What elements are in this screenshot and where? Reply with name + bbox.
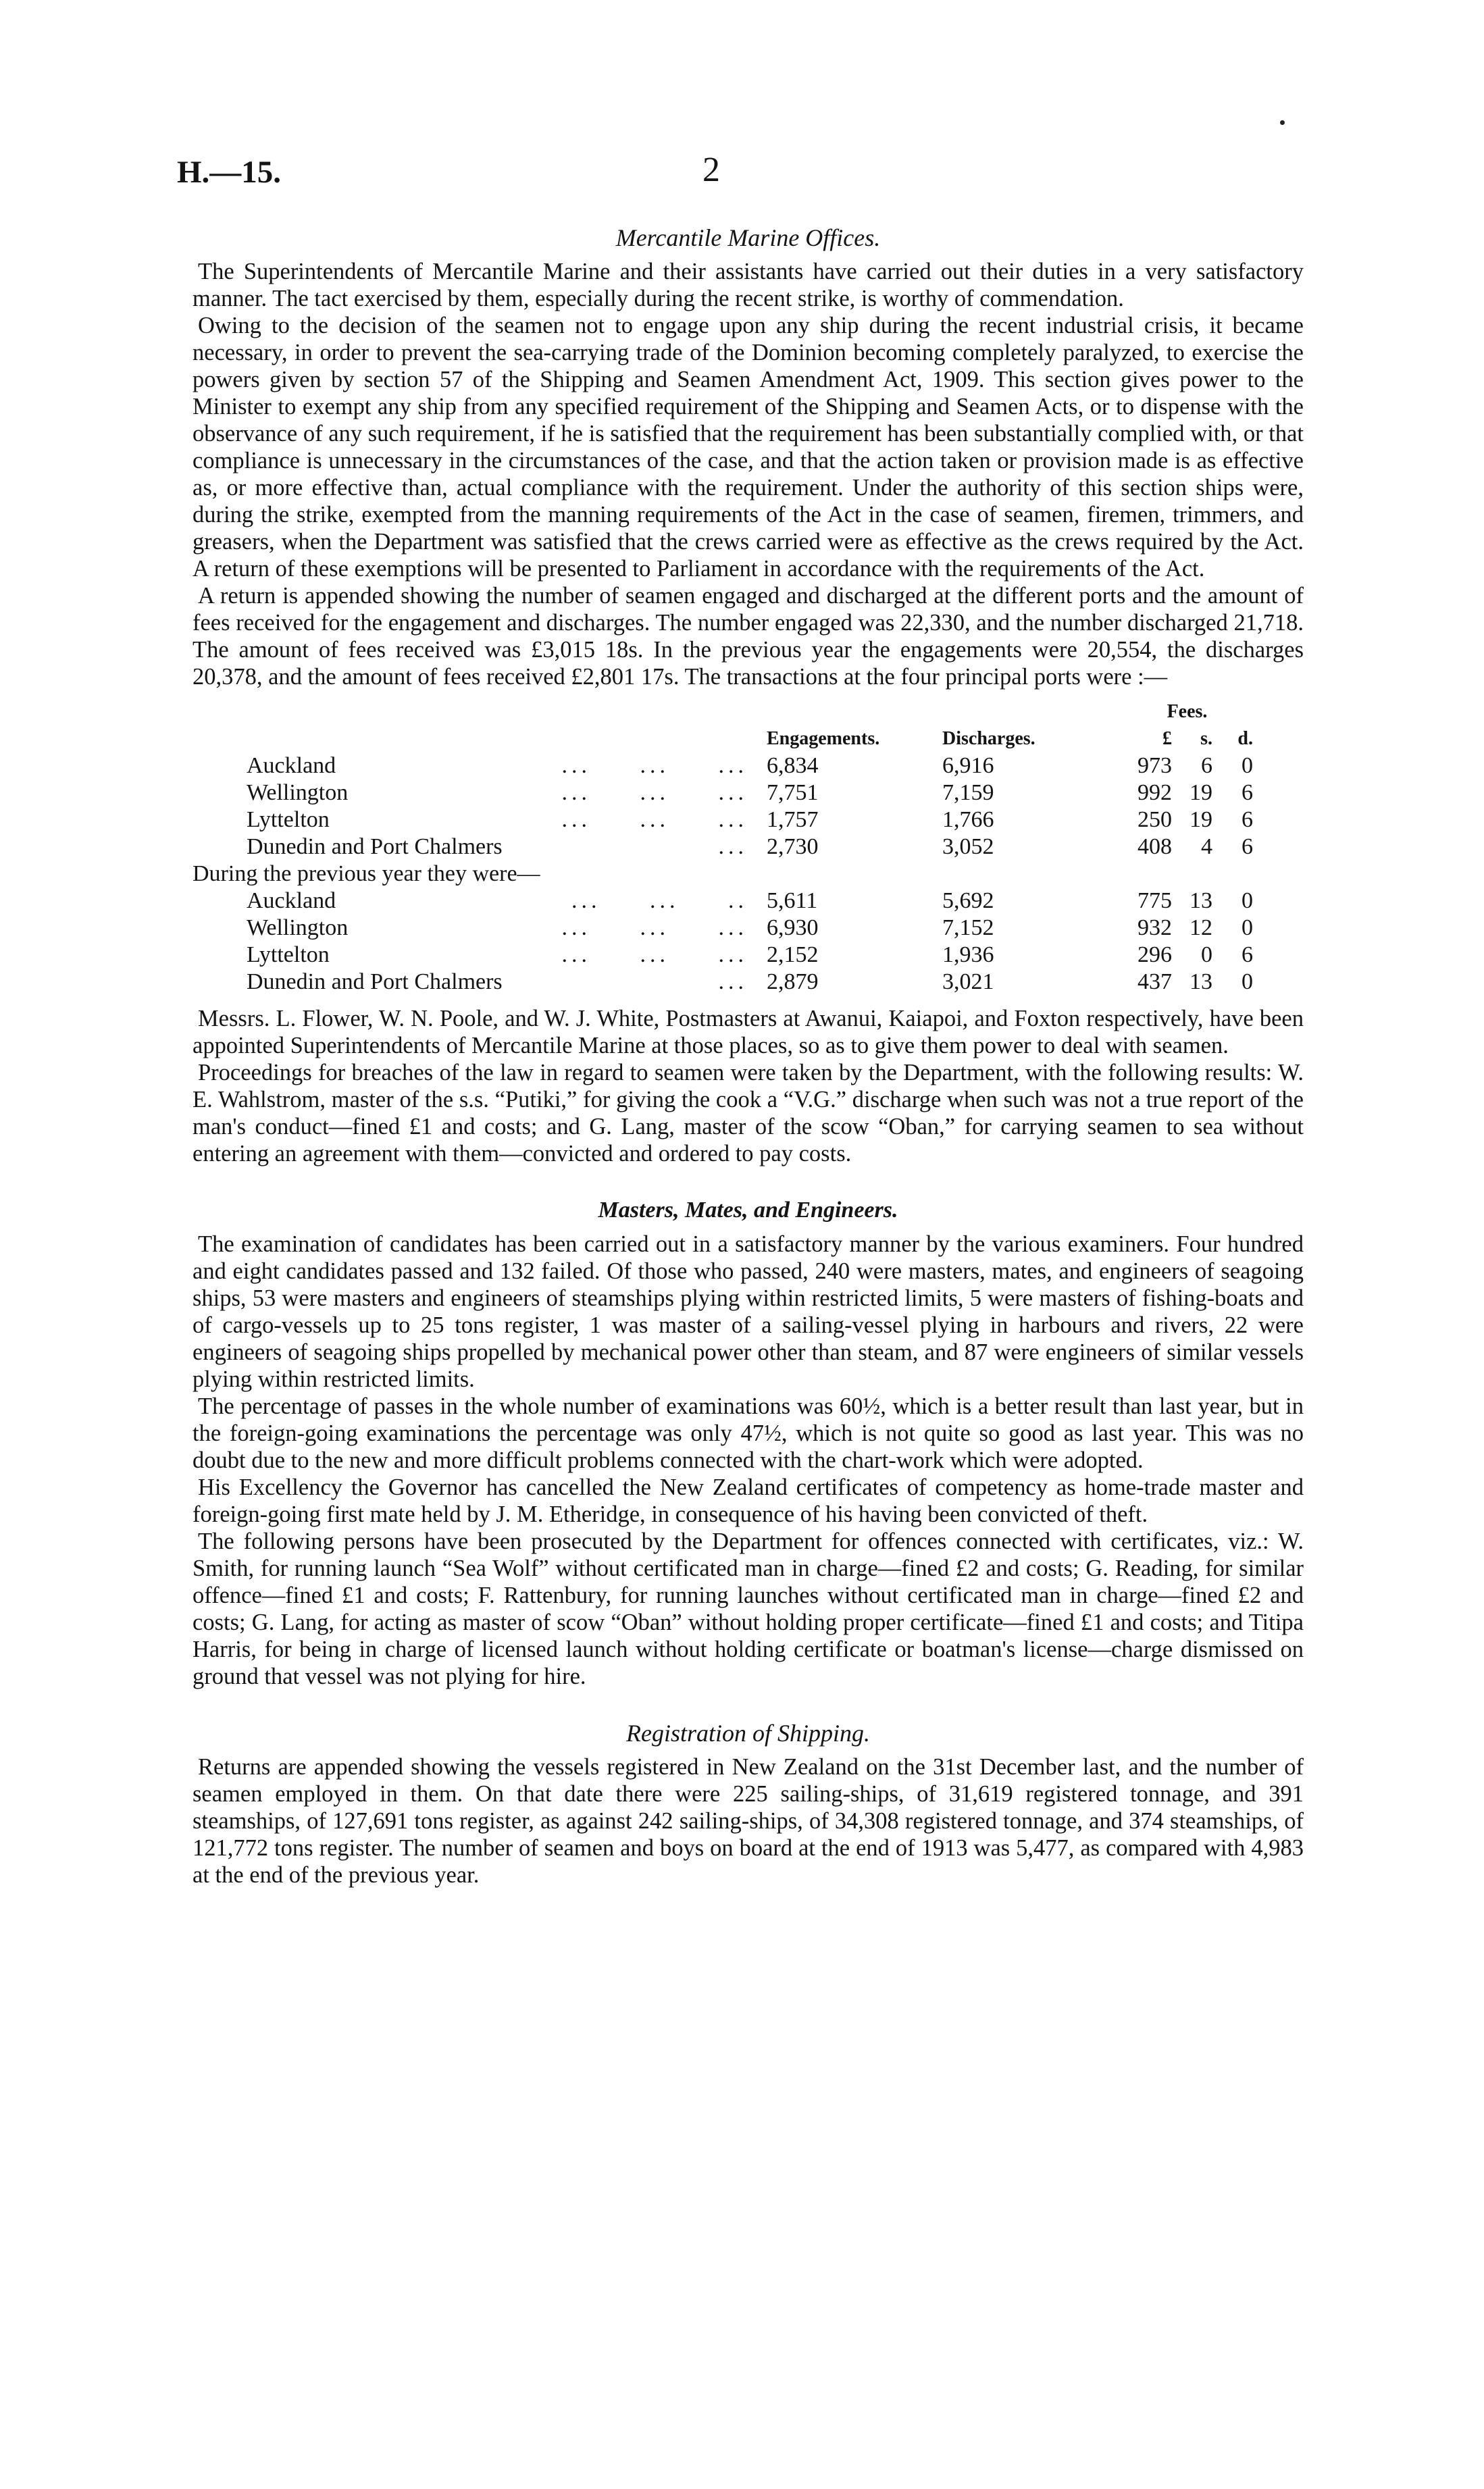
fees-shillings-value: 13 bbox=[1189, 969, 1212, 994]
port-name bbox=[193, 915, 767, 942]
port-name bbox=[193, 888, 767, 915]
leader-dots: ... ... ... bbox=[561, 780, 748, 805]
leader-dots: ... ... ... bbox=[561, 753, 748, 778]
fees-pounds-value: 296 bbox=[1137, 942, 1172, 967]
heading-masters-mates-engineers: Masters, Mates, and Engineers. bbox=[598, 1198, 898, 1223]
heading-mercantile-marine-offices: Mercantile Marine Offices. bbox=[615, 224, 881, 251]
paragraph: The percentage of passes in the whole number of examinations was 60½, which is a better result than last year, but in the foreign-going examinations the percentage was only 47½, which is not quite so good as last year. This was no doubt due to the new and more difficult problems connected with the chart-work which were adopted. bbox=[193, 1393, 1304, 1473]
engagements-value: 2,730 bbox=[767, 834, 819, 859]
fees-pounds-value: 775 bbox=[1137, 888, 1172, 913]
engagements-value: 5,611 bbox=[767, 888, 818, 913]
leader-dots: ... ... ... bbox=[561, 915, 748, 940]
fees-pence-value: 6 bbox=[1242, 780, 1253, 805]
pounds-header: £ bbox=[1162, 728, 1172, 749]
port-name bbox=[193, 942, 767, 969]
fees-pence-value: 0 bbox=[1242, 753, 1253, 778]
table-row bbox=[193, 779, 1253, 806]
table-row bbox=[193, 915, 1253, 942]
paragraph: A return is appended showing the number of seamen engaged and discharged at the different ports and the amount of fees received for the engagement and discharges. The number engaged was 22,330, and the number discharged 21,718. The amount of fees received was £3,015 18s. In the previous year the engagements were 20,554, the discharges 20,378, and the amount of fees received £2,801 17s. The transactions at the four principal ports were :— bbox=[193, 583, 1304, 690]
body-text bbox=[193, 223, 1304, 1889]
fees-shillings-value: 19 bbox=[1189, 780, 1212, 805]
table-row bbox=[193, 969, 1253, 996]
discharges-header: Discharges. bbox=[942, 728, 1035, 749]
engagements-value: 6,930 bbox=[767, 915, 819, 940]
fees-pounds-value: 408 bbox=[1137, 834, 1172, 859]
page-number: 2 bbox=[702, 151, 720, 189]
current-year-rows bbox=[193, 752, 1253, 861]
port-label: Wellington bbox=[247, 915, 349, 940]
paragraph: The Superintendents of Mercantile Marine and their assistants have carried out their duties in a very satisfactory manner. The tact exercised by them, especially during the recent strike, is worthy of commendation. bbox=[193, 259, 1304, 311]
port-label: Lyttelton bbox=[247, 807, 330, 832]
previous-year-rows bbox=[193, 888, 1253, 996]
fees-shillings-value: 12 bbox=[1189, 915, 1212, 940]
discharges-value: 7,159 bbox=[942, 780, 994, 805]
port-label: Auckland bbox=[247, 888, 336, 913]
engagements-value: 2,879 bbox=[767, 969, 819, 994]
previous-year-label-row bbox=[193, 861, 1253, 888]
port-label: Auckland bbox=[247, 753, 336, 778]
paragraph: Proceedings for breaches of the law in regard to seamen were taken by the Department, with the following results: W. E. Wahlstrom, master of the s.s. “Putiki,” for giving the cook a “V.G.” discharge when such was not a true report of the man's conduct—fined £1 and costs; and G. Lang, master of the scow “Oban,” for carrying seamen to sea without entering an agreement with them—convicted and ordered to pay costs. bbox=[193, 1060, 1304, 1166]
shillings-header: s. bbox=[1200, 728, 1212, 749]
fees-pounds-value: 437 bbox=[1137, 969, 1172, 994]
discharges-value: 5,692 bbox=[942, 888, 994, 913]
fees-shillings-value: 6 bbox=[1201, 753, 1212, 778]
discharges-value: 1,936 bbox=[942, 942, 994, 967]
fees-pence-value: 6 bbox=[1242, 834, 1253, 859]
fees-pounds-value: 973 bbox=[1137, 753, 1172, 778]
heading-registration-of-shipping: Registration of Shipping. bbox=[625, 1720, 870, 1747]
paragraph: The examination of candidates has been carried out in a satisfactory manner by the various examiners. Four hundred and eight candidates passed and 132 failed. Of those who passed, 240 were masters, mates, and engineers of seagoing ships, 53 were masters and engineers of steamships plying within restricted limits, 5 were masters of fishing-boats and of cargo-vessels up to 25 tons register, 1 was master of a sailing-vessel plying in harbours and rivers, 22 were engineers of seagoing ships propelled by mechanical power other than steam, and 87 were engineers of similar vessels plying within restricted limits. bbox=[193, 1231, 1304, 1392]
port-transactions-table bbox=[193, 698, 1253, 996]
table-row bbox=[193, 888, 1253, 915]
fees-pence-value: 0 bbox=[1242, 915, 1253, 940]
engagements-header: Engagements. bbox=[767, 728, 880, 749]
engagements-value: 7,751 bbox=[767, 780, 819, 805]
port-name bbox=[193, 833, 767, 861]
table-row bbox=[193, 752, 1253, 779]
paragraph: The following persons have been prosecuted by the Department for offences connected with certificates, viz.: W. Smith, for running launch “Sea Wolf” without certificated man in charge—fined £2 and costs; G. Reading, for similar offence—fined £1 and costs; F. Rattenbury, for running launches without certificated man in charge—fined £2 and costs; G. Lang, for acting as master of scow “Oban” without holding proper certificate—fined £1 and costs; and Titipa Harris, for being in charge of licensed launch without holding certificate or boatman's license—charge dismissed on ground that vessel was not plying for hire. bbox=[193, 1529, 1304, 1689]
fees-shillings-value: 4 bbox=[1201, 834, 1212, 859]
port-name bbox=[193, 969, 767, 996]
pence-header: d. bbox=[1237, 728, 1253, 749]
engagements-value: 6,834 bbox=[767, 753, 819, 778]
paragraph: Returns are appended showing the vessels registered in New Zealand on the 31st December last, and the number of seamen employed in them. On that date there were 225 sailing-ships, of 31,619 registered tonnage, and 391 steamships, of 127,691 tons register, as against 242 sailing-ships, of 34,308 registered tonnage, and 374 steamships, of 121,772 tons register. The number of seamen and boys on board at the end of 1913 was 5,477, as compared with 4,983 at the end of the previous year. bbox=[193, 1754, 1304, 1888]
fees-pence-value: 0 bbox=[1242, 969, 1253, 994]
paragraph: Messrs. L. Flower, W. N. Poole, and W. J. White, Postmasters at Awanui, Kaiapoi, and Foxton respectively, have been appointed Superintendents of Mercantile Marine at those places, so as to give them power to deal with seamen. bbox=[193, 1006, 1304, 1058]
fees-pounds-value: 250 bbox=[1137, 807, 1172, 832]
fees-pence-value: 0 bbox=[1242, 888, 1253, 913]
port-name bbox=[193, 806, 767, 833]
fees-shillings-value: 19 bbox=[1189, 807, 1212, 832]
previous-year-label: During the previous year they were— bbox=[193, 861, 540, 886]
paragraph: His Excellency the Governor has cancelled the New Zealand certificates of competency as home-trade master and foreign-going first mate held by J. M. Etheridge, in consequence of his having been convicted of theft. bbox=[193, 1474, 1304, 1527]
fees-header: Fees. bbox=[1167, 701, 1208, 722]
fees-pounds-value: 932 bbox=[1137, 915, 1172, 940]
leader-dots: ... bbox=[718, 969, 748, 994]
port-label: Lyttelton bbox=[247, 942, 330, 967]
table-row bbox=[193, 833, 1253, 861]
engagements-value: 2,152 bbox=[767, 942, 819, 967]
port-name bbox=[193, 752, 767, 779]
discharges-value: 7,152 bbox=[942, 915, 994, 940]
port-label: Dunedin and Port Chalmers bbox=[247, 969, 503, 994]
leader-dots: ... bbox=[718, 834, 748, 859]
port-label: Dunedin and Port Chalmers bbox=[247, 834, 503, 859]
paragraph: Owing to the decision of the seamen not to engage upon any ship during the recent industrial crisis, it became necessary, in order to prevent the sea-carrying trade of the Dominion becoming completely paralyzed, to exercise the powers given by section 57 of the Shipping and Seamen Amendment Act, 1909. This section gives power to the Minister to exempt any ship from any specified requirement of the Shipping and Seamen Acts, or to dispense with the observance of any such requirement, if he is satisfied that the requirement has been substantially complied with, or that compliance is unnecessary in the circumstances of the case, and that the action taken or provision made is as effective as, or more effective than, actual compliance with the requirement. Under the authority of this section ships were, during the strike, exempted from the manning requirements of the Act in the case of seamen, firemen, trimmers, and greasers, when the Department was satisfied that the crews carried were as effective as the crews required by the Act. A return of these exemptions will be presented to Parliament in accordance with the requirements of the Act. bbox=[193, 313, 1304, 582]
stray-mark bbox=[1280, 120, 1285, 125]
port-label: Wellington bbox=[247, 780, 349, 805]
document-reference: H.—15. bbox=[177, 155, 282, 190]
discharges-value: 1,766 bbox=[942, 807, 994, 832]
discharges-value: 6,916 bbox=[942, 753, 994, 778]
port-name bbox=[193, 779, 767, 806]
fees-pence-value: 6 bbox=[1242, 942, 1253, 967]
table-row bbox=[193, 806, 1253, 833]
table-header-row bbox=[193, 725, 1253, 752]
leader-dots: ... ... .. bbox=[571, 888, 748, 913]
table-row bbox=[193, 942, 1253, 969]
engagements-value: 1,757 bbox=[767, 807, 819, 832]
leader-dots: ... ... ... bbox=[561, 942, 748, 967]
fees-pence-value: 6 bbox=[1242, 807, 1253, 832]
leader-dots: ... ... ... bbox=[561, 807, 748, 832]
table-header-row bbox=[193, 698, 1253, 725]
fees-pounds-value: 992 bbox=[1137, 780, 1172, 805]
discharges-value: 3,052 bbox=[942, 834, 994, 859]
fees-shillings-value: 13 bbox=[1189, 888, 1212, 913]
discharges-value: 3,021 bbox=[942, 969, 994, 994]
fees-shillings-value: 0 bbox=[1201, 942, 1212, 967]
